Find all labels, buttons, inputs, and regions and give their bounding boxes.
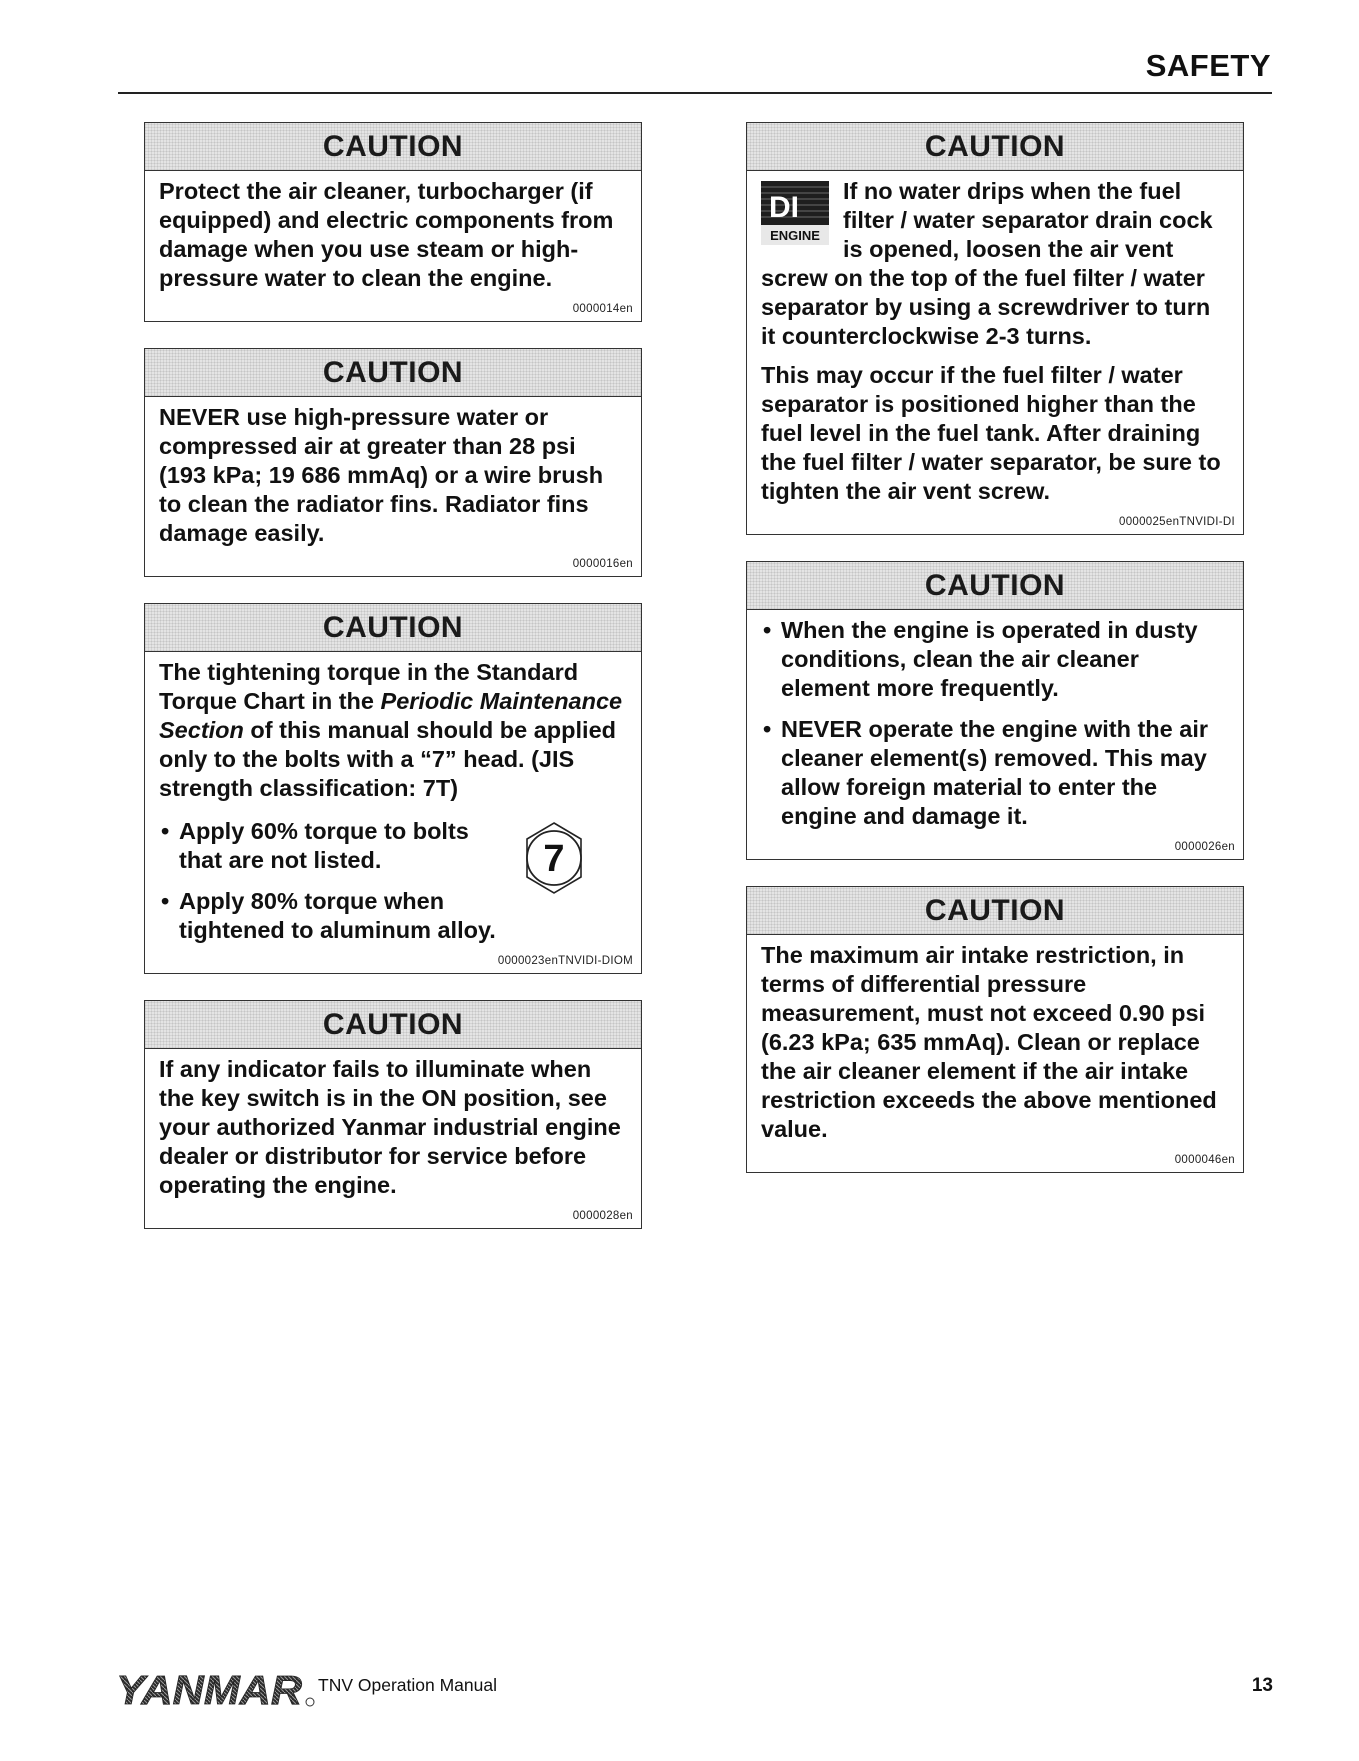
caution-header (747, 123, 1243, 171)
caution-header (145, 604, 641, 652)
caution-text (159, 658, 629, 803)
bullet-item (761, 715, 1231, 831)
caution-box-dusty-conditions (746, 561, 1244, 860)
caution-title: CAUTION (322, 610, 464, 644)
caution-text-part: of this manual should be applied only to the bolts with a “7” head. (JIS strength classification: 7T) (159, 717, 617, 801)
torque-list (159, 817, 629, 945)
caution-body (145, 652, 641, 951)
message-code: 0000014en (572, 303, 633, 315)
caution-box-radiator-fins (144, 348, 642, 577)
message-code: 0000023enTNVIDI-DIOM (497, 955, 633, 967)
engine-logo-text: ENGINE (770, 228, 820, 243)
bolt-head-7-icon (515, 821, 593, 895)
yanmar-logo (116, 1668, 316, 1710)
message-code: 0000016en (572, 558, 633, 570)
manual-title: TNV Operation Manual (318, 1675, 497, 1695)
bullet-item (159, 887, 629, 945)
caution-box-indicator (144, 1000, 642, 1229)
caution-box-tightening-torque (144, 603, 642, 974)
caution-header (145, 123, 641, 171)
section-title: SAFETY (1145, 48, 1271, 83)
caution-text: If any indicator fails to illuminate when the key switch is in the ON position, see your authorized Yanmar industrial engine dealer or distributor for service before operating the engine. (159, 1056, 621, 1198)
bullet-text: When the engine is operated in dusty conditions, clean the air cleaner element more frequently. (781, 617, 1198, 701)
bolt-mark-text: 7 (543, 838, 565, 880)
caution-text: Protect the air cleaner, turbocharger (if equipped) and electric components from damage when you use steam or high-pressure water to clean the engine. (159, 178, 614, 291)
caution-header (145, 349, 641, 397)
message-code: 0000046en (1174, 1154, 1235, 1166)
caution-text: NEVER use high-pressure water or compressed air at greater than 28 psi (193 kPa; 19 686 mmAq) or a wire brush to clean the radiator fins. Radiator fins damage easily. (159, 404, 604, 546)
caution-title: CAUTION (322, 355, 464, 389)
di-engine-logo-icon (761, 181, 829, 245)
message-code: 0000026en (1174, 841, 1235, 853)
caution-header (145, 1001, 641, 1049)
bullet-text: Apply 80% torque when tightened to aluminum alloy. (179, 888, 496, 943)
caution-box-fuel-filter-drain (746, 122, 1244, 535)
page-number: 13 (1251, 1675, 1273, 1696)
right-column (746, 122, 1244, 1199)
caution-box-air-cleaner-protection (144, 122, 642, 322)
caution-box-air-intake-restriction (746, 886, 1244, 1173)
caution-text-part: The tightening torque in the Standard Torque Chart in the (159, 659, 579, 714)
bullet-text: Apply 60% torque to bolts that are not listed. (179, 818, 469, 873)
message-code: 0000028en (572, 1210, 633, 1222)
caution-text: This may occur if the fuel filter / water separator is positioned higher than the fuel level in the fuel tank. After draining the fuel filter / water separator, be sure to tighten the air vent screw. (761, 362, 1221, 504)
caution-text: If no water drips when the fuel filter / water separator drain cock is opened, loosen the air vent screw on the top of the fuel filter / water separator by using a screwdriver to turn it counterclockwise 2-3 turns. (761, 178, 1213, 349)
caution-body (145, 397, 641, 554)
caution-title: CAUTION (322, 129, 464, 163)
message-code: 0000025enTNVIDI-DI (1119, 516, 1235, 528)
caution-body (145, 1049, 641, 1206)
header-rule (118, 92, 1272, 94)
caution-body (747, 610, 1243, 837)
caution-body (747, 171, 1243, 512)
caution-title: CAUTION (924, 568, 1066, 602)
caution-header (747, 562, 1243, 610)
caution-title: CAUTION (322, 1007, 464, 1041)
caution-title: CAUTION (924, 129, 1066, 163)
caution-header (747, 887, 1243, 935)
bullet-text: NEVER operate the engine with the air cleaner element(s) removed. This may allow foreign material to enter the engine and damage it. (781, 716, 1208, 829)
caution-title: CAUTION (924, 893, 1066, 927)
caution-text: The maximum air intake restriction, in terms of differential pressure measurement, must not exceed 0.90 psi (6.23 kPa; 635 mmAq). Clean or replace the air cleaner element if the air intake restriction exceeds the above mentioned value. (761, 942, 1217, 1142)
yanmar-logo-text: YANMAR (116, 1668, 303, 1710)
caution-body (145, 171, 641, 299)
left-column (144, 122, 642, 1255)
di-logo-text: DI (769, 191, 799, 224)
caution-body (747, 935, 1243, 1150)
bullet-item (761, 616, 1231, 703)
bullet-list (761, 616, 1231, 831)
manual-section-reference: Periodic Maintenance Section (159, 688, 623, 743)
